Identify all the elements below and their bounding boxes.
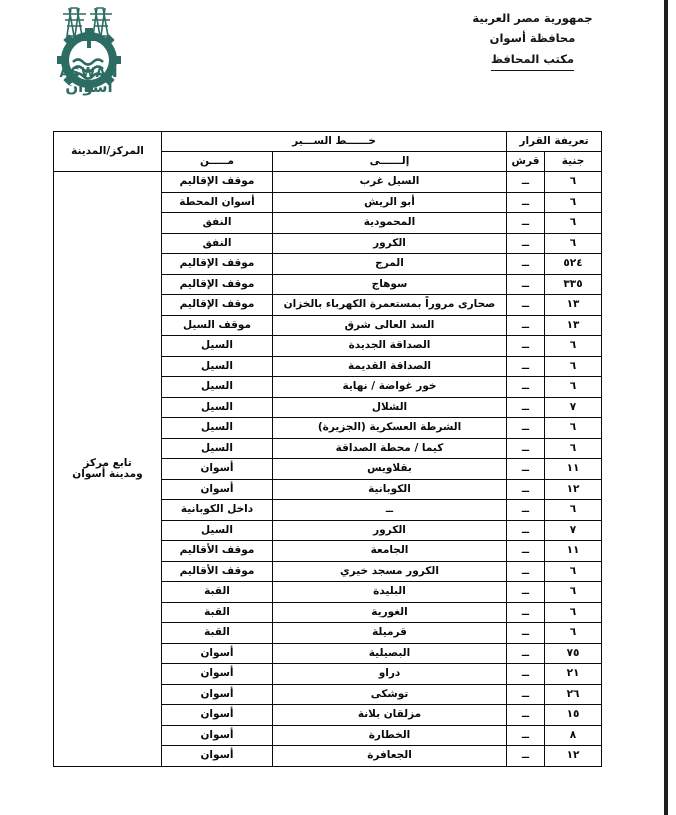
cell-qirsh: ــ xyxy=(507,664,545,685)
cell-qirsh: ــ xyxy=(507,746,545,767)
cell-destination: بقلاويس xyxy=(273,459,507,480)
cell-gineh: ٦ xyxy=(545,336,602,357)
cell-destination: الجعافرة xyxy=(273,746,507,767)
cell-origin: أسوان xyxy=(162,459,273,480)
cell-origin: السيل xyxy=(162,377,273,398)
cell-origin: السيل xyxy=(162,397,273,418)
cell-origin: موقف الإقاليم xyxy=(162,172,273,193)
cell-origin: السيل xyxy=(162,336,273,357)
cell-origin: القبة xyxy=(162,582,273,603)
cell-destination: سوهاج xyxy=(273,274,507,295)
header-qirsh: قرش xyxy=(507,152,545,172)
header-route-group: خــــــط الســـير xyxy=(162,132,507,152)
cell-origin: أسوان xyxy=(162,746,273,767)
tariff-table xyxy=(53,131,602,767)
table-row xyxy=(54,172,602,193)
table-body xyxy=(54,172,602,767)
cell-origin: القبة xyxy=(162,623,273,644)
cell-qirsh: ــ xyxy=(507,397,545,418)
header-gineh: جنية xyxy=(545,152,602,172)
cell-qirsh: ــ xyxy=(507,541,545,562)
cell-gineh: ٥٢٤ xyxy=(545,254,602,275)
cell-gineh: ٦ xyxy=(545,602,602,623)
header-governorate-line: محافظة أسوان xyxy=(489,31,576,45)
cell-destination: الكوبانية xyxy=(273,479,507,500)
table-header xyxy=(54,132,602,172)
header-tariff-group: تعريفة القرار xyxy=(507,132,602,152)
cell-gineh: ٦ xyxy=(545,418,602,439)
cell-qirsh: ــ xyxy=(507,500,545,521)
cell-origin: داخل الكوبانية xyxy=(162,500,273,521)
cell-qirsh: ــ xyxy=(507,377,545,398)
cell-gineh: ٦ xyxy=(545,582,602,603)
cell-qirsh: ــ xyxy=(507,602,545,623)
cell-destination: البصيلية xyxy=(273,643,507,664)
cell-origin: السيل xyxy=(162,418,273,439)
cell-destination: صحارى مروراً بمستعمرة الكهرباء بالخزان xyxy=(273,295,507,316)
cell-origin: القبة xyxy=(162,602,273,623)
cell-qirsh: ــ xyxy=(507,192,545,213)
cell-gineh: ١١ xyxy=(545,541,602,562)
cell-destination: السيل غرب xyxy=(273,172,507,193)
cell-qirsh: ــ xyxy=(507,459,545,480)
cell-origin: أسوان xyxy=(162,705,273,726)
cell-gineh: ٦ xyxy=(545,172,602,193)
cell-destination: الجامعة xyxy=(273,541,507,562)
cell-origin: النفق xyxy=(162,233,273,254)
cell-origin: السيل xyxy=(162,356,273,377)
cell-destination: الخطارة xyxy=(273,725,507,746)
cell-qirsh: ــ xyxy=(507,418,545,439)
cell-destination: توشكى xyxy=(273,684,507,705)
cell-gineh: ٦ xyxy=(545,356,602,377)
cell-gineh: ٣٣٥ xyxy=(545,274,602,295)
cell-gineh: ١٥ xyxy=(545,705,602,726)
header-text-block xyxy=(430,8,635,71)
cell-origin: النفق xyxy=(162,213,273,234)
cell-qirsh: ــ xyxy=(507,213,545,234)
table-header-row-top xyxy=(54,132,602,152)
cell-qirsh: ــ xyxy=(507,172,545,193)
cell-destination: المرج xyxy=(273,254,507,275)
cell-origin: السيل xyxy=(162,438,273,459)
cell-origin: أسوان xyxy=(162,479,273,500)
cell-qirsh: ــ xyxy=(507,315,545,336)
cell-gineh: ١٣ xyxy=(545,315,602,336)
cell-origin: موقف الإقاليم xyxy=(162,254,273,275)
cell-qirsh: ــ xyxy=(507,582,545,603)
cell-destination: أبو الريش xyxy=(273,192,507,213)
cell-destination: دراو xyxy=(273,664,507,685)
cell-origin: موقف الأقاليم xyxy=(162,561,273,582)
header-from: مـــــن xyxy=(162,152,273,172)
header-country-line: جمهورية مصر العربية xyxy=(472,11,593,25)
cell-destination: الشرطة العسكرية (الجزيرة) xyxy=(273,418,507,439)
cell-gineh: ٢٦ xyxy=(545,684,602,705)
cell-gineh: ٦ xyxy=(545,377,602,398)
cell-qirsh: ــ xyxy=(507,356,545,377)
cell-qirsh: ــ xyxy=(507,274,545,295)
cell-qirsh: ــ xyxy=(507,254,545,275)
cell-gineh: ٦ xyxy=(545,561,602,582)
cell-destination: الشلال xyxy=(273,397,507,418)
logo-arabic-label: أسوان xyxy=(65,78,113,96)
cell-qirsh: ــ xyxy=(507,705,545,726)
cell-gineh: ٢١ xyxy=(545,664,602,685)
cell-qirsh: ــ xyxy=(507,684,545,705)
cell-gineh: ١٣ xyxy=(545,295,602,316)
cell-qirsh: ــ xyxy=(507,336,545,357)
aswan-governorate-logo xyxy=(33,6,145,94)
header-to: إلــــــى xyxy=(273,152,507,172)
cell-origin: أسوان المحطة xyxy=(162,192,273,213)
cell-destination: قرميلة xyxy=(273,623,507,644)
cell-gineh: ٨ xyxy=(545,725,602,746)
header-office-line: مكتب المحافظ xyxy=(491,49,574,71)
cell-qirsh: ــ xyxy=(507,295,545,316)
cell-origin: موقف السيل xyxy=(162,315,273,336)
cell-gineh: ٦ xyxy=(545,623,602,644)
cell-gineh: ٧ xyxy=(545,397,602,418)
cell-gineh: ٧٥ xyxy=(545,643,602,664)
cell-destination: كيما / محطة الصداقة xyxy=(273,438,507,459)
cell-qirsh: ــ xyxy=(507,520,545,541)
cell-qirsh: ــ xyxy=(507,479,545,500)
cell-destination: المحمودية xyxy=(273,213,507,234)
cell-destination: خور غواضة / نهاية xyxy=(273,377,507,398)
cell-gineh: ٦ xyxy=(545,500,602,521)
cell-origin: السيل xyxy=(162,520,273,541)
cell-origin: أسوان xyxy=(162,643,273,664)
cell-origin: أسوان xyxy=(162,684,273,705)
cell-destination: السد العالى شرق xyxy=(273,315,507,336)
cell-origin: موقف الإقاليم xyxy=(162,274,273,295)
cell-origin: موقف الإقاليم xyxy=(162,295,273,316)
cell-qirsh: ــ xyxy=(507,561,545,582)
cell-destination: الكرور xyxy=(273,520,507,541)
cell-qirsh: ــ xyxy=(507,623,545,644)
cell-gineh: ٦ xyxy=(545,192,602,213)
cell-gineh: ٦ xyxy=(545,213,602,234)
cell-destination: الغورية xyxy=(273,602,507,623)
document-header xyxy=(0,0,668,110)
cell-gineh: ١٢ xyxy=(545,479,602,500)
cell-destination: البليدة xyxy=(273,582,507,603)
cell-origin: موقف الأقاليم xyxy=(162,541,273,562)
cell-destination: الصداقة الجديدة xyxy=(273,336,507,357)
cell-qirsh: ــ xyxy=(507,643,545,664)
cell-gineh: ١٢ xyxy=(545,746,602,767)
cell-qirsh: ــ xyxy=(507,438,545,459)
cell-destination: الصداقة القديمة xyxy=(273,356,507,377)
cell-markaz-city: تابع مركز ومدينة أسوان xyxy=(54,172,162,767)
cell-destination: ــ xyxy=(273,500,507,521)
cell-gineh: ٦ xyxy=(545,233,602,254)
cell-origin: أسوان xyxy=(162,664,273,685)
cell-gineh: ٦ xyxy=(545,438,602,459)
cell-destination: مزلقان بلانة xyxy=(273,705,507,726)
cell-destination: الكرور xyxy=(273,233,507,254)
header-markaz-city: المركز/المدينة xyxy=(54,132,162,172)
cell-origin: أسوان xyxy=(162,725,273,746)
cell-gineh: ١١ xyxy=(545,459,602,480)
logo-latin-label: ASWAN xyxy=(59,66,119,81)
cell-gineh: ٧ xyxy=(545,520,602,541)
cell-destination: الكرور مسجد خيري xyxy=(273,561,507,582)
cell-qirsh: ــ xyxy=(507,233,545,254)
cell-qirsh: ــ xyxy=(507,725,545,746)
